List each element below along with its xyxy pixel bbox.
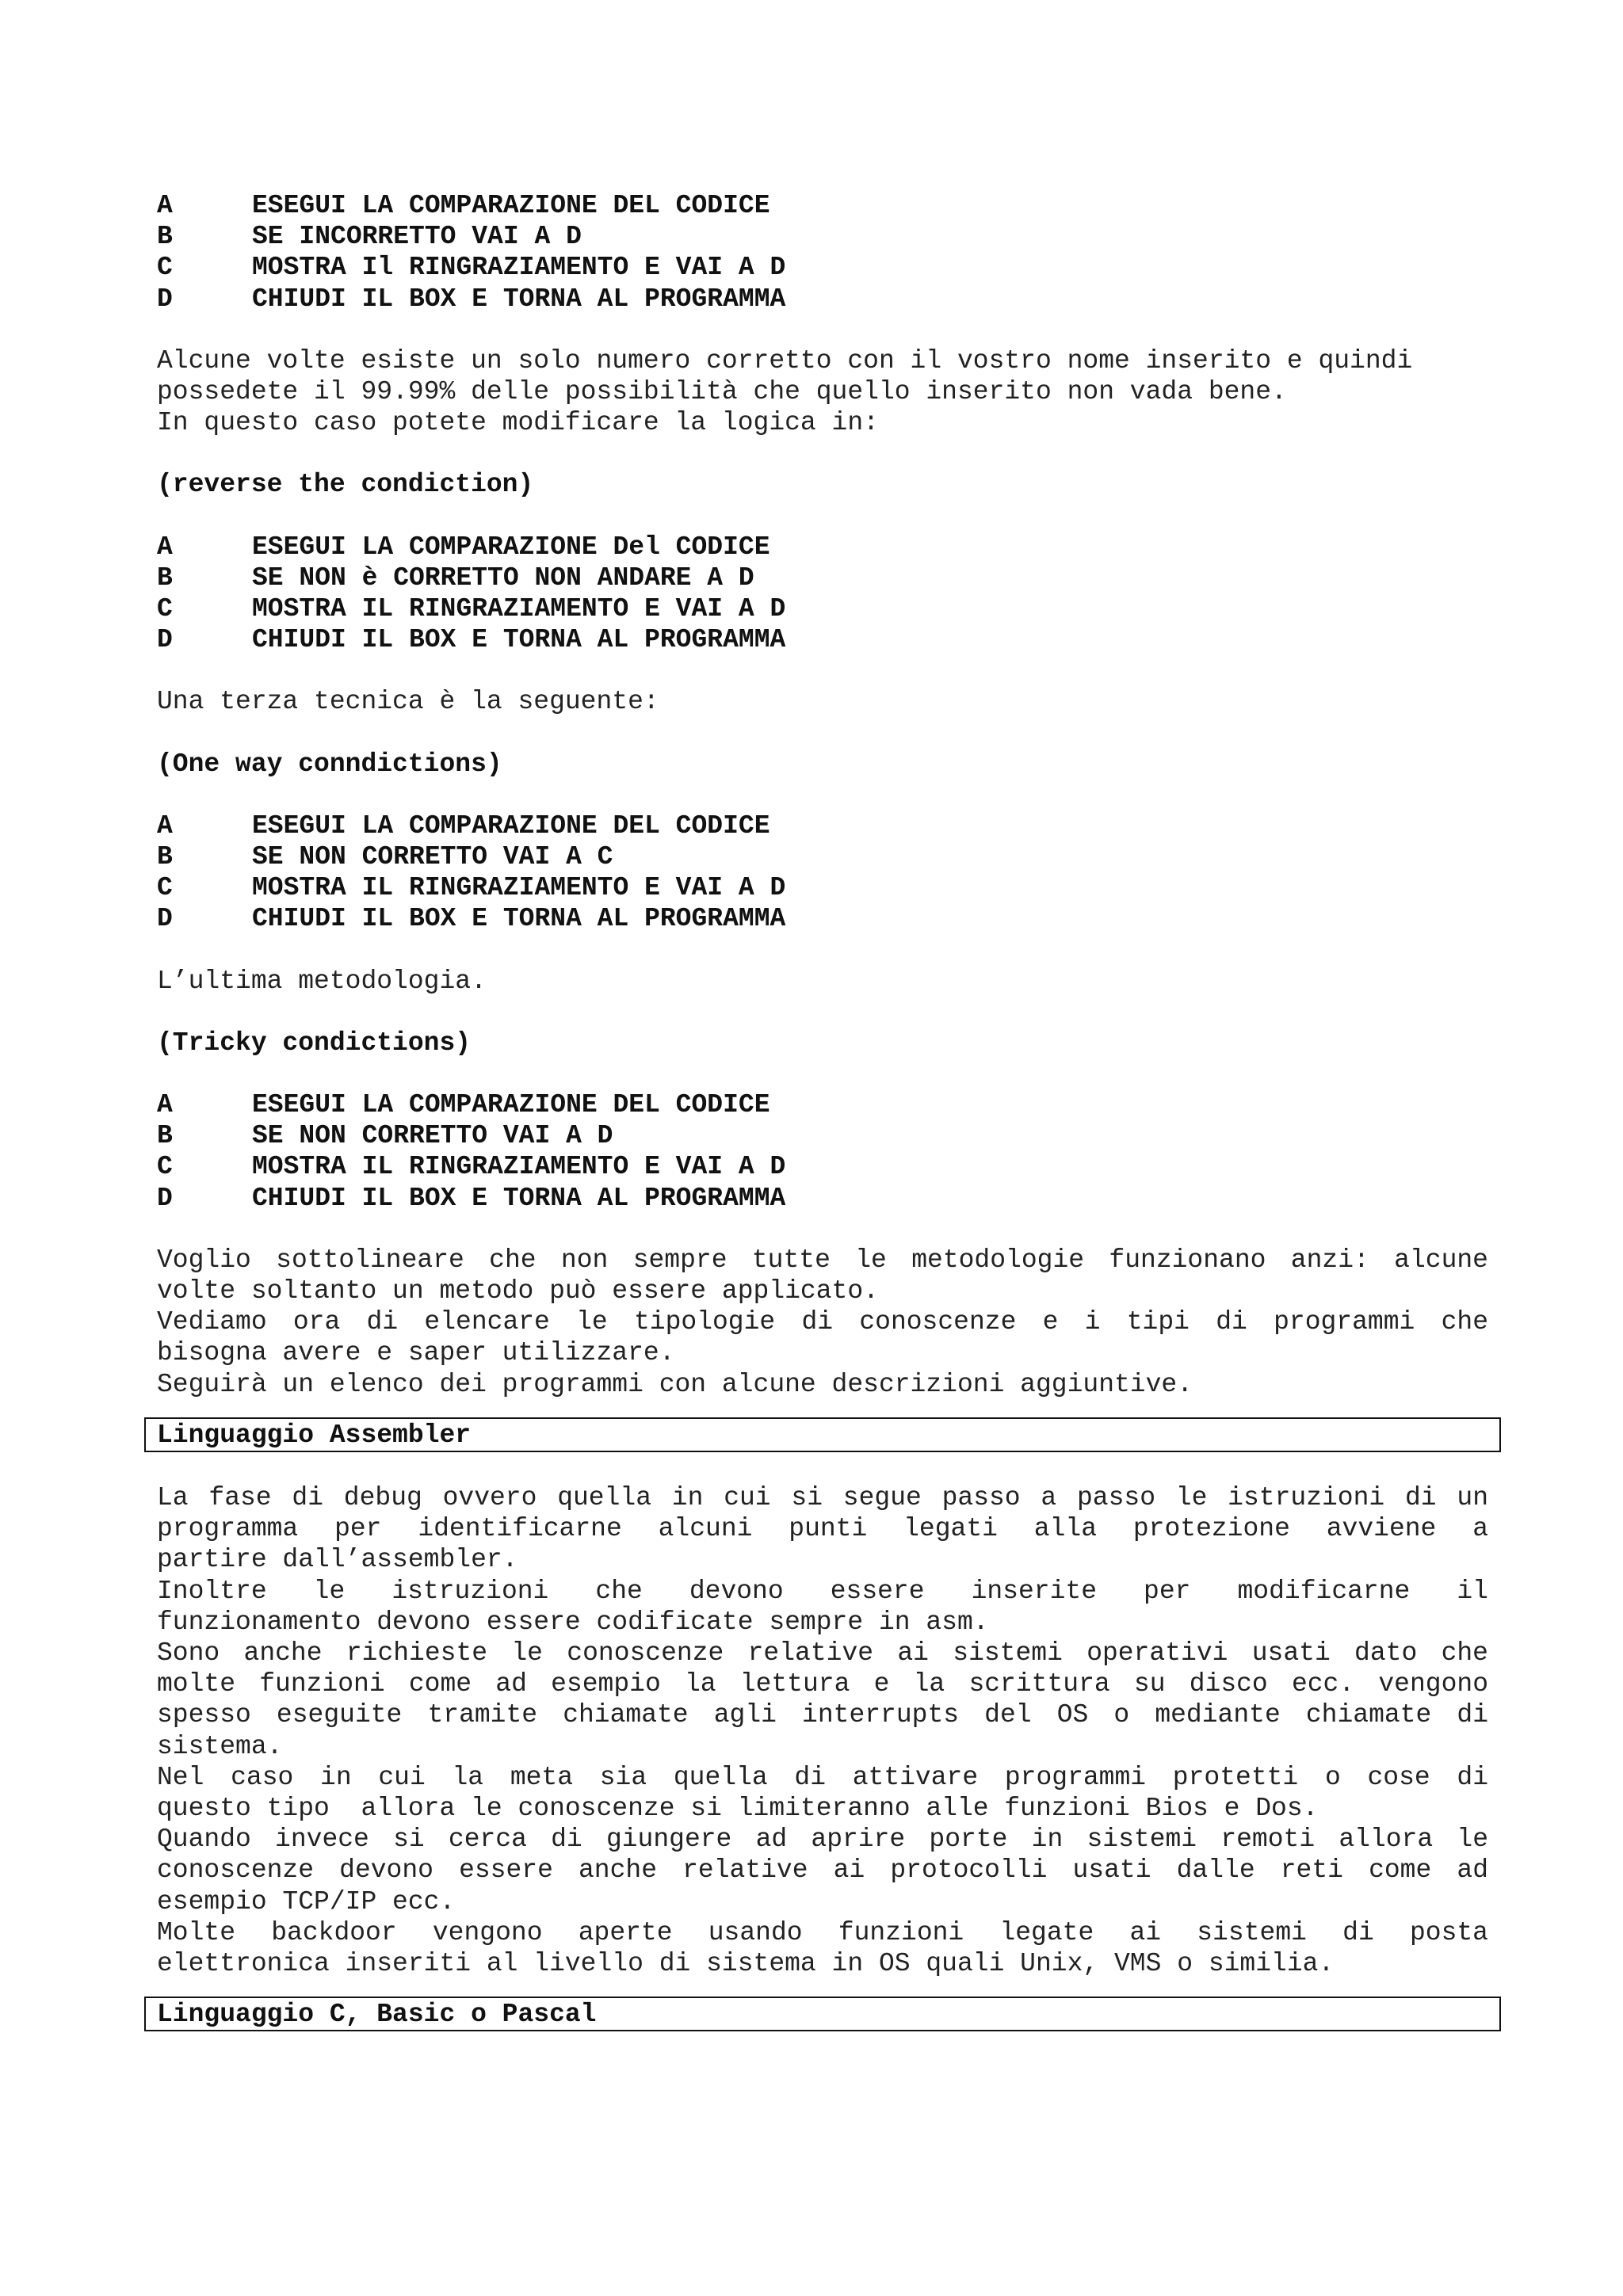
step-row <box>157 221 1488 252</box>
text-line: volte soltanto un metodo può essere applicato. <box>157 1276 879 1306</box>
text-line: questo tipo allora le conoscenze si limiteranno alle funzioni Bios e Dos. <box>157 1793 1319 1823</box>
technique-heading: (Tricky condictions) <box>157 1028 472 1058</box>
step-list-3 <box>157 810 1488 935</box>
text-line: La fase di debug ovvero quella in cui si segue passo a passo le istruzioni di un <box>157 1482 1488 1512</box>
technique-heading: (One way conndictions) <box>157 749 502 779</box>
text-line: Molte backdoor vengono aperte usando funzioni legate ai sistemi di posta <box>157 1917 1488 1947</box>
text-line: spesso eseguite tramite chiamate agli interrupts del OS o mediante chiamate di <box>157 1700 1488 1730</box>
step-letter: A <box>157 1090 173 1120</box>
step-text: SE NON è CORRETTO NON ANDARE A D <box>252 563 754 593</box>
step-list-1 <box>157 190 1488 315</box>
step-letter: D <box>157 904 173 934</box>
step-letter: C <box>157 873 173 903</box>
text-line: Seguirà un elenco dei programmi con alcune descrizioni aggiuntive. <box>157 1369 1193 1399</box>
step-row <box>157 1151 1488 1182</box>
paragraph-methodologies <box>157 1245 1488 1400</box>
text-line: molte funzioni come ad esempio la lettura e la scrittura su disco ecc. vengono <box>157 1669 1488 1699</box>
step-text: ESEGUI LA COMPARAZIONE DEL CODICE <box>252 810 770 841</box>
step-letter: B <box>157 222 173 252</box>
step-row <box>157 1089 1488 1120</box>
text-line: possedete il 99.99% delle possibilità che quello inserito non vada bene. <box>157 377 1287 407</box>
step-row <box>157 532 1488 563</box>
step-letter: D <box>157 1183 173 1213</box>
step-text: CHIUDI IL BOX E TORNA AL PROGRAMMA <box>252 625 786 655</box>
step-text: MOSTRA Il RINGRAZIAMENTO E VAI A D <box>252 253 786 283</box>
step-row <box>157 284 1488 315</box>
step-list-2 <box>157 532 1488 656</box>
text-line: sistema. <box>157 1731 283 1761</box>
step-row <box>157 624 1488 655</box>
step-letter: A <box>157 191 173 220</box>
text-line: In questo caso potete modificare la logica in: <box>157 408 879 438</box>
document-page <box>157 190 1488 2031</box>
step-letter: D <box>157 284 173 314</box>
step-text: CHIUDI IL BOX E TORNA AL PROGRAMMA <box>252 904 786 934</box>
step-text: SE NON CORRETTO VAI A C <box>252 842 613 872</box>
step-row <box>157 810 1488 841</box>
step-text: MOSTRA IL RINGRAZIAMENTO E VAI A D <box>252 873 786 903</box>
step-letter: A <box>157 810 173 841</box>
step-letter: B <box>157 842 173 872</box>
step-row <box>157 841 1488 872</box>
section-heading-assembler: Linguaggio Assembler <box>144 1417 1501 1452</box>
step-row <box>157 903 1488 934</box>
text-line: Vediamo ora di elencare le tipologie di conoscenze e i tipi di programmi che <box>157 1307 1488 1337</box>
step-text: CHIUDI IL BOX E TORNA AL PROGRAMMA <box>252 284 786 314</box>
step-text: ESEGUI LA COMPARAZIONE Del CODICE <box>252 532 770 562</box>
step-row <box>157 593 1488 624</box>
text-line: conoscenze devono essere anche relative ai protocolli usati dalle reti come ad <box>157 1855 1488 1886</box>
step-row <box>157 563 1488 593</box>
section-heading-c-basic-pascal: Linguaggio C, Basic o Pascal <box>144 1997 1501 2031</box>
step-letter: C <box>157 594 173 624</box>
step-letter: D <box>157 625 173 655</box>
step-text: CHIUDI IL BOX E TORNA AL PROGRAMMA <box>252 1183 786 1213</box>
step-row <box>157 252 1488 283</box>
step-row <box>157 1183 1488 1214</box>
step-letter: A <box>157 532 173 562</box>
text-line: Una terza tecnica è la seguente: <box>157 687 659 717</box>
text-line: elettronica inseriti al livello di sistema in OS quali Unix, VMS o similia. <box>157 1948 1335 1978</box>
text-line: funzionamento devono essere codificate sempre in asm. <box>157 1607 989 1637</box>
step-text: ESEGUI LA COMPARAZIONE DEL CODICE <box>252 1090 770 1120</box>
step-letter: B <box>157 563 173 593</box>
text-line: partire dall’assembler. <box>157 1545 518 1575</box>
text-line: Quando invece si cerca di giungere ad aprire porte in sistemi remoti allora le <box>157 1825 1488 1855</box>
step-row <box>157 1120 1488 1151</box>
step-row <box>157 190 1488 221</box>
text-line: Sono anche richieste le conoscenze relative ai sistemi operativi usati dato che <box>157 1638 1488 1668</box>
paragraph-assembler <box>157 1482 1488 1979</box>
step-row <box>157 872 1488 903</box>
technique-heading: (reverse the condiction) <box>157 470 534 500</box>
text-line: Inoltre le istruzioni che devono essere inserite per modificarne il <box>157 1576 1488 1606</box>
step-text: MOSTRA IL RINGRAZIAMENTO E VAI A D <box>252 594 786 624</box>
step-letter: C <box>157 1152 173 1182</box>
step-text: SE INCORRETTO VAI A D <box>252 222 582 252</box>
text-line: programma per identificarne alcuni punti legati alla protezione avviene a <box>157 1514 1488 1544</box>
step-text: SE NON CORRETTO VAI A D <box>252 1121 613 1151</box>
step-list-4 <box>157 1089 1488 1214</box>
paragraph-alternatives <box>157 345 1488 439</box>
text-line: L’ultima metodologia. <box>157 966 487 996</box>
text-line: bisogna avere e saper utilizzare. <box>157 1338 675 1368</box>
step-letter: C <box>157 253 173 283</box>
text-line: Nel caso in cui la meta sia quella di attivare programmi protetti o cose di <box>157 1762 1488 1792</box>
text-line: esempio TCP/IP ecc. <box>157 1886 456 1917</box>
text-line: Voglio sottolineare che non sempre tutte le metodologie funzionano anzi: alcune <box>157 1245 1488 1275</box>
text-line: Alcune volte esiste un solo numero corretto con il vostro nome inserito e quindi <box>157 345 1413 376</box>
step-text: ESEGUI LA COMPARAZIONE DEL CODICE <box>252 191 770 220</box>
step-letter: B <box>157 1121 173 1151</box>
step-text: MOSTRA IL RINGRAZIAMENTO E VAI A D <box>252 1152 786 1182</box>
